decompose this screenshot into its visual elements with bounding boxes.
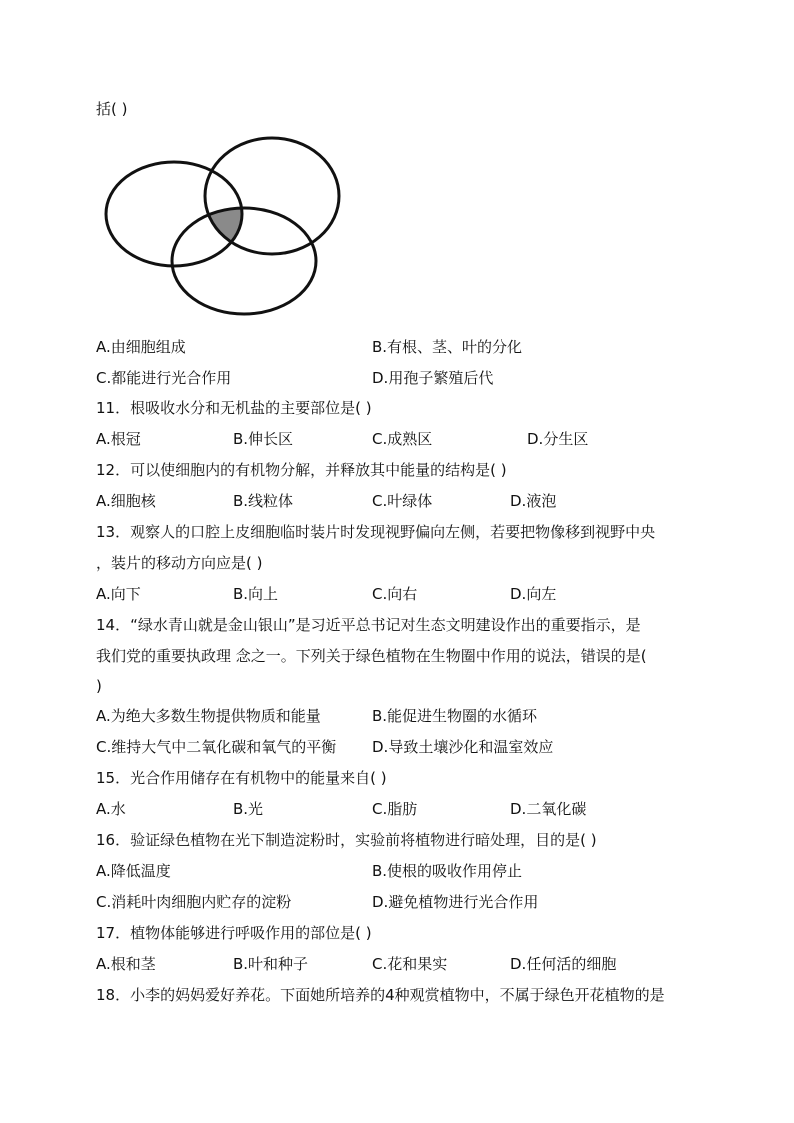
q16-stem: 16．验证绿色植物在光下制造淀粉时，实验前将植物进行暗处理，目的是( )	[96, 831, 597, 849]
q14-option-a: A.为绝大多数生物提供物质和能量	[96, 707, 321, 725]
q14-option-c: C.维持大气中二氧化碳和氧气的平衡	[96, 738, 337, 756]
q12-option-d: D.液泡	[510, 492, 557, 510]
q12-stem: 12．可以使细胞内的有机物分解，并释放其中能量的结构是( )	[96, 461, 507, 479]
q14-option-b: B.能促进生物圈的水循环	[372, 707, 538, 725]
venn-circle-top	[205, 138, 339, 254]
q13-option-a: A.向下	[96, 585, 141, 603]
q15-option-a: A.水	[96, 800, 126, 818]
q14-stem-line3: )	[96, 677, 102, 695]
q11-option-b: B.伸长区	[233, 430, 294, 448]
q11-option-a: A.根冠	[96, 430, 141, 448]
venn-circle-bottom	[172, 208, 316, 314]
q14-stem-line2: 我们党的重要执政理 念之一。下列关于绿色植物在生物圈中作用的说法，错误的是(	[96, 647, 647, 665]
q17-option-a: A.根和茎	[96, 955, 156, 973]
q12-option-a: A.细胞核	[96, 492, 156, 510]
q10-option-d: D.用孢子繁殖后代	[372, 369, 494, 387]
q13-stem-line2: ，装片的移动方向应是( )	[96, 554, 263, 572]
q12-option-b: B.线粒体	[233, 492, 294, 510]
q14-option-d: D.导致土壤沙化和温室效应	[372, 738, 554, 756]
q15-stem: 15．光合作用储存在有机物中的能量来自( )	[96, 769, 387, 787]
q13-option-d: D.向左	[510, 585, 557, 603]
q15-option-b: B.光	[233, 800, 264, 818]
q17-option-c: C.花和果实	[372, 955, 448, 973]
q10-option-c: C.都能进行光合作用	[96, 369, 232, 387]
q12-option-c: C.叶绿体	[372, 492, 433, 510]
q15-option-d: D.二氧化碳	[510, 800, 587, 818]
q16-option-c: C.消耗叶肉细胞内贮存的淀粉	[96, 893, 292, 911]
q17-option-b: B.叶和种子	[233, 955, 309, 973]
q14-stem-line1: 14．“绿水青山就是金山银山”是习近平总书记对生态文明建设作出的重要指示，是	[96, 616, 641, 634]
q15-option-c: C.脂肪	[372, 800, 418, 818]
q18-stem: 18．小李的妈妈爱好养花。下面她所培养的4种观赏植物中，不属于绿色开花植物的是	[96, 986, 665, 1004]
q10-option-b: B.有根、茎、叶的分化	[372, 338, 523, 356]
q16-option-a: A.降低温度	[96, 862, 171, 880]
venn-diagram	[104, 136, 344, 321]
q13-option-b: B.向上	[233, 585, 279, 603]
q17-stem: 17．植物体能够进行呼吸作用的部位是( )	[96, 924, 372, 942]
q17-option-d: D.任何活的细胞	[510, 955, 617, 973]
q13-option-c: C.向右	[372, 585, 418, 603]
q11-stem: 11．根吸收水分和无机盐的主要部位是( )	[96, 399, 372, 417]
q10-stem-tail: 括( )	[96, 100, 128, 118]
q11-option-c: C.成熟区	[372, 430, 433, 448]
q11-option-d: D.分生区	[527, 430, 589, 448]
q16-option-b: B.使根的吸收作用停止	[372, 862, 523, 880]
q10-option-a: A.由细胞组成	[96, 338, 186, 356]
q13-stem-line1: 13．观察人的口腔上皮细胞临时装片时发现视野偏向左侧，若要把物像移到视野中央	[96, 523, 656, 541]
q16-option-d: D.避免植物进行光合作用	[372, 893, 539, 911]
